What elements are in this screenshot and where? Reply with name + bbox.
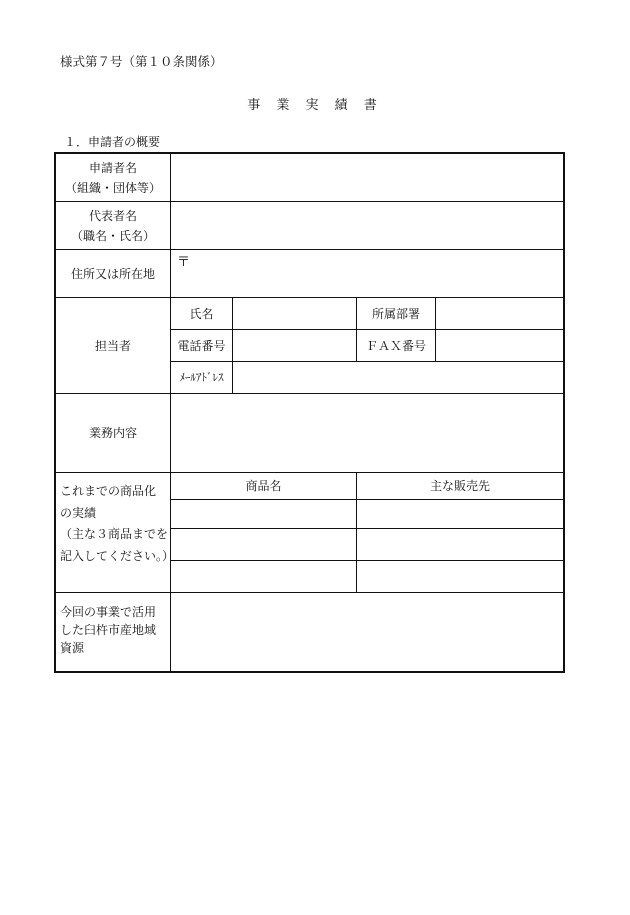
main-sales-destination-header: 主な販売先 [429,479,490,493]
fax-field[interactable] [436,330,563,361]
section-heading: １．申請者の概要 [64,135,161,149]
sales-destination-cell[interactable] [357,529,563,560]
regional-resources-label-line: 資源 [60,641,85,655]
department-label: 所属部署 [371,306,420,321]
address-label: 住所又は所在地 [70,266,155,281]
regional-resources-label-line: した臼杵市産地域 [60,623,157,637]
phone-field[interactable] [233,330,356,361]
business-content-label: 業務内容 [88,426,137,440]
representative-field[interactable] [171,202,563,249]
track-record-label [60,481,174,567]
track-record-label-line: 記入してください。） [60,548,175,563]
email-field[interactable] [233,362,563,393]
postal-mark: 〒 [177,255,191,270]
table-border-right [563,152,565,673]
fax-label: ＦＡＸ番号 [365,338,426,353]
track-record-label-line: の実績 [60,505,97,520]
document-title: 事 業 実 績 書 [247,98,383,113]
product-name-header: 商品名 [245,479,282,493]
product-name-cell[interactable] [171,500,356,528]
applicant-name-label-line1: 申請者名 [88,160,137,175]
regional-resources-label [60,603,156,657]
applicant-name-field[interactable] [171,154,563,201]
sales-destination-cell[interactable] [357,500,563,528]
sales-destination-cell[interactable] [357,561,563,592]
track-record-label-line: （主な３商品までを [60,527,169,541]
phone-label: 電話番号 [177,338,226,353]
applicant-overview-table [54,152,565,673]
representative-label [56,202,170,249]
representative-label-line2: （職名・氏名） [70,228,155,243]
form-number: 様式第７号（第１０条関係） [60,54,223,69]
product-name-cell[interactable] [171,529,356,560]
contact-name-label: 氏名 [189,306,214,321]
table-border-bottom [54,671,565,673]
address-field[interactable] [171,250,563,297]
regional-resources-field[interactable] [171,593,563,671]
track-record-label-line: これまでの商品化 [60,484,157,498]
contact-person-label: 担当者 [94,338,131,353]
regional-resources-label-line: 今回の事業で活用 [60,605,157,619]
applicant-name-label-line2: （組織・団体等） [64,180,161,195]
product-name-cell[interactable] [171,561,356,592]
applicant-name-label [56,154,170,201]
department-field[interactable] [436,298,563,329]
business-content-field[interactable] [171,394,563,472]
contact-name-field[interactable] [233,298,356,329]
representative-label-line1: 代表者名 [88,208,137,223]
email-label: ﾒｰﾙｱﾄﾞﾚｽ [179,370,224,384]
